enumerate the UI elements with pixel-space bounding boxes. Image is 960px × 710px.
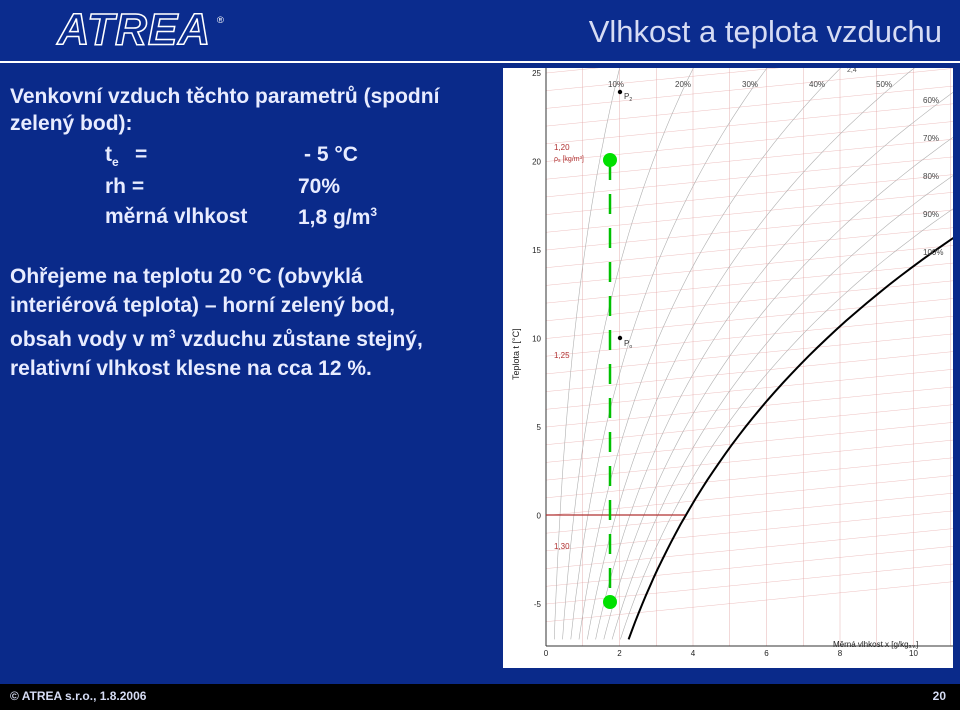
grid-line-temp <box>546 440 953 480</box>
para-line-1: Ohřejeme na teplotu 20 °C (obvyklá <box>10 265 363 288</box>
svg-text:®: ® <box>216 15 224 27</box>
grid-line-temp <box>546 316 953 356</box>
y-tick-labels <box>532 69 541 609</box>
rh-top-label: 40% <box>809 80 826 89</box>
x-tick-label: 8 <box>837 649 843 658</box>
rh-right-label: 60% <box>923 96 940 105</box>
rh-top-label: 20% <box>675 80 692 89</box>
grid-line-temp <box>546 511 953 551</box>
rh-right-label: 80% <box>923 172 940 181</box>
rh-curves <box>554 68 953 639</box>
density-value-label: 1,20 <box>554 143 570 152</box>
footer-copyright: © ATREA s.r.o., 1.8.2006 <box>10 689 147 703</box>
density-header: ρs [kg/m³] <box>554 156 584 164</box>
te-equals: = <box>135 143 148 166</box>
grid-line-temp <box>546 369 953 409</box>
point-p2-marker <box>618 90 622 94</box>
point-po-marker <box>618 336 622 340</box>
point-outdoor <box>603 595 617 609</box>
grid-line-temp <box>546 405 953 445</box>
svg-text:ATREA: ATREA <box>57 5 212 52</box>
para-line-4: relativní vlhkost klesne na cca 12 %. <box>10 357 372 380</box>
rh-top-labels <box>608 80 892 89</box>
rh-top-label: 50% <box>876 80 893 89</box>
rh-value: 70% <box>298 175 341 198</box>
grid-line-temp <box>546 299 953 339</box>
density-value-label: 1,25 <box>554 351 570 360</box>
grid-line-temp <box>546 175 953 215</box>
mollier-chart <box>503 68 953 668</box>
grid-line-temp <box>546 422 953 462</box>
y-axis-label: Teplota t [°C] <box>511 328 521 380</box>
x-tick-label: 0 <box>543 649 549 658</box>
y-tick-label: 15 <box>532 246 541 255</box>
grid-line-temp <box>546 228 953 268</box>
page-number: 20 <box>932 689 946 703</box>
para-line-3: obsah vody v $m^3$ vzduchu zůstane stejný, <box>10 327 423 351</box>
footer-bar <box>0 684 960 710</box>
point-p2-label: $P_2$ <box>624 92 633 103</box>
grid-line-temp <box>546 493 953 533</box>
x-tick-label: 6 <box>764 649 769 658</box>
intro-line-1: Venkovní vzduch těchto parametrů (spodní <box>10 85 440 108</box>
rh-right-label: 90% <box>923 210 940 219</box>
mv-value: 1,8 $g/m^3$ <box>298 205 378 229</box>
intro-text <box>10 83 505 137</box>
intro-line-2: zelený bod): <box>10 112 133 135</box>
grid-line-temp <box>546 210 953 250</box>
x-tick-labels <box>544 649 919 658</box>
te-label: $t_e$ <box>105 143 119 170</box>
rh-top-label: 30% <box>742 80 759 89</box>
density-labels <box>554 143 570 551</box>
grid-line-temp <box>546 458 953 498</box>
y-tick-label: 10 <box>532 334 541 344</box>
rh-label: rh = <box>105 175 145 198</box>
para-line-2: interiérová teplota) – horní zelený bod, <box>10 294 396 317</box>
grid-line-temp <box>546 476 953 516</box>
x-tick-label: 4 <box>690 649 696 658</box>
grid-line-temp <box>546 281 953 321</box>
slide-title: Vlhkost a teplota vzduchu <box>588 14 942 49</box>
density-value-label: 1,30 <box>554 542 570 551</box>
point-po-label: $P_o$ <box>624 339 633 350</box>
x-axis-label: Měrná vlhkost x [g/kgs.v.] <box>833 640 919 650</box>
y-tick-label: 5 <box>536 423 541 432</box>
rh-top-label: 10% <box>608 80 625 89</box>
te-value: - 5 °C <box>304 143 358 166</box>
x-tick-label: 2 <box>617 649 622 658</box>
rh-right-label: 100% <box>923 248 944 257</box>
grid-line-temp <box>546 334 953 374</box>
rh-curve <box>612 68 953 639</box>
point-heated <box>603 153 617 167</box>
y-tick-label: 20 <box>532 157 541 167</box>
mollier-chart-svg <box>503 68 953 668</box>
atrea-logo <box>52 4 232 52</box>
saturation-curve <box>629 68 953 639</box>
y-tick-label: 0 <box>536 511 541 521</box>
top-cut-label: 2,4 <box>847 68 857 74</box>
header-divider <box>0 61 960 63</box>
y-tick-label: 25 <box>532 69 541 78</box>
grid-line-temp <box>546 192 953 232</box>
explanation-paragraph <box>10 262 505 383</box>
rh-curve <box>620 68 953 639</box>
y-tick-label: -5 <box>533 600 541 609</box>
rh-curve <box>571 68 777 639</box>
rh-right-labels <box>923 96 943 257</box>
mv-label: měrná vlhkost <box>105 205 248 228</box>
x-tick-label: 10 <box>909 649 918 658</box>
header-bar <box>0 0 960 62</box>
grid-line-temp <box>546 352 953 392</box>
rh-curve <box>596 68 953 639</box>
grid-line-temp <box>546 245 953 285</box>
grid-line-temp <box>546 546 953 586</box>
rh-right-label: 70% <box>923 134 940 143</box>
rh-curve <box>563 68 700 639</box>
